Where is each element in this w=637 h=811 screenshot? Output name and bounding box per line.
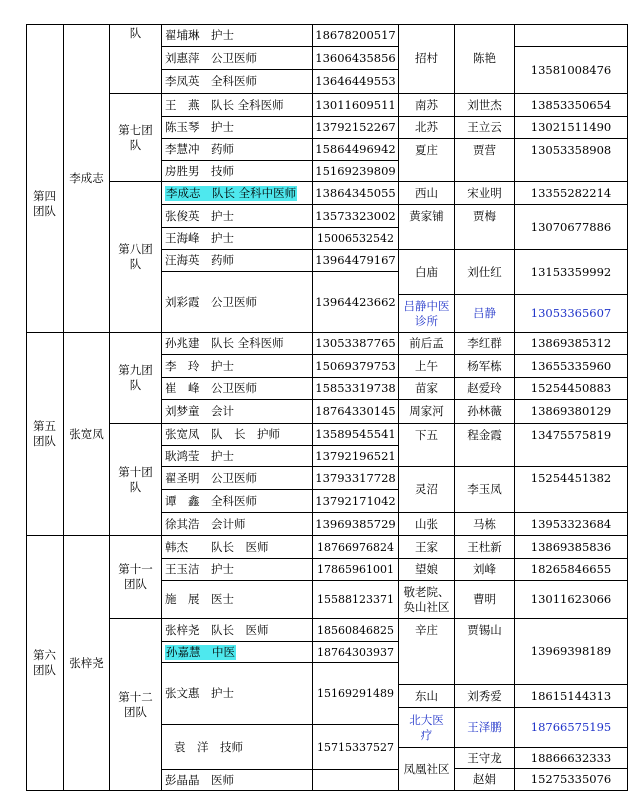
village-cell: 北大医疗 <box>399 708 455 748</box>
doctor-cell: 赵娟 <box>455 769 515 791</box>
village-cell: 东山 <box>399 685 455 708</box>
village-cell: 周家河 <box>399 400 455 424</box>
member-cell: 谭 鑫 全科医师 <box>162 490 313 513</box>
member-cell: 王海峰 护士 <box>162 228 313 250</box>
member-cell: 耿鸿莹 护士 <box>162 446 313 467</box>
phone-cell: 18678200517 <box>313 24 399 47</box>
doctor-cell: 程金霞 <box>455 424 515 467</box>
doctor-cell: 杨军栋 <box>455 355 515 378</box>
leader-cell <box>64 24 110 333</box>
leader-cell <box>64 333 110 536</box>
village-cell: 王家 <box>399 536 455 559</box>
doctor-cell: 王立云 <box>455 117 515 139</box>
phone-cell: 13606435856 <box>313 47 399 70</box>
doctor-cell: 陈艳 <box>455 24 515 94</box>
phone-cell: 15069379753 <box>313 355 399 378</box>
team-label: 第十一团队 <box>118 562 153 591</box>
member-cell: 翟埔琳 护士 <box>162 24 313 47</box>
village-phone-cell: 13869385836 <box>515 536 628 559</box>
group-cell <box>26 536 64 791</box>
village-cell: 辛庄 <box>399 619 455 685</box>
phone-cell: 15588123371 <box>313 581 399 619</box>
member-cell: 彭晶晶 医师 <box>162 770 313 791</box>
member-cell: 刘梦童 会计 <box>162 400 313 424</box>
village-cell: 黄家铺 <box>399 205 455 250</box>
village-phone-cell <box>515 24 628 47</box>
member-cell: 李 玲 护士 <box>162 355 313 378</box>
village-cell: 西山 <box>399 182 455 205</box>
village-cell: 南苏 <box>399 94 455 117</box>
village-phone-cell: 13053365607 <box>515 295 628 333</box>
phone-cell: 13864345055 <box>313 182 399 205</box>
leader-name: 张梓尧 <box>69 655 104 670</box>
village-cell: 山张 <box>399 513 455 536</box>
village-phone-cell: 13869385312 <box>515 333 628 355</box>
member-cell: 王玉洁 护士 <box>162 559 313 581</box>
village-phone-cell: 13011623066 <box>515 581 628 619</box>
phone-cell: 13964423662 <box>313 272 399 333</box>
member-cell: 房胜男 技师 <box>162 161 313 182</box>
group-label: 第四团队 <box>33 189 56 218</box>
phone-cell: 15006532542 <box>313 228 399 250</box>
village-cell: 吕静中医诊所 <box>399 295 455 333</box>
phone-cell: 13964479167 <box>313 250 399 272</box>
team-cell <box>110 333 162 424</box>
group-cell <box>26 184 64 224</box>
highlighted-member: 孙嘉慧 中医 <box>166 644 235 659</box>
phone-cell: 13792196521 <box>313 446 399 467</box>
phone-cell: 13011609511 <box>313 94 399 117</box>
member-cell: 张宽凤 队 长 护师 <box>162 424 313 446</box>
village-cell: 前后孟 <box>399 333 455 355</box>
village-phone-cell: 13021511490 <box>515 117 628 139</box>
phone-cell: 13646449553 <box>313 70 399 94</box>
team-cell <box>110 536 162 619</box>
phone-cell: 13053387765 <box>313 333 399 355</box>
team-label: 第八团队 <box>118 242 153 271</box>
phone-cell: 15715337527 <box>313 725 399 770</box>
phone-cell: 18766976824 <box>313 536 399 559</box>
member-cell: 陈玉琴 护士 <box>162 117 313 139</box>
village-phone-cell: 13869380129 <box>515 400 628 424</box>
team-cell <box>110 24 162 94</box>
village-cell: 白庙 <box>399 250 455 295</box>
member-cell: 徐其浩 会计师 <box>162 513 313 536</box>
leader-cell <box>64 536 110 791</box>
doctor-cell: 刘秀爱 <box>455 685 515 708</box>
phone-cell: 15169239809 <box>313 161 399 182</box>
phone-cell: 15864496942 <box>313 139 399 161</box>
team-cell <box>110 619 162 791</box>
village-phone-cell: 13969398189 <box>515 619 628 685</box>
village-phone-cell: 13953323684 <box>515 513 628 536</box>
leader-name: 张宽凤 <box>69 426 104 441</box>
team-roster-table <box>26 24 628 791</box>
phone-cell: 17865961001 <box>313 559 399 581</box>
doctor-cell: 王泽鹏 <box>455 708 515 748</box>
village-phone-cell: 13070677886 <box>515 205 628 250</box>
member-cell: 孙兆建 队长 全科医师 <box>162 333 313 355</box>
phone-cell: 13589545541 <box>313 424 399 446</box>
team-label: 第七团队 <box>118 122 153 152</box>
doctor-cell: 李玉凤 <box>455 467 515 513</box>
phone-cell: 15853319738 <box>313 378 399 400</box>
village-phone-cell: 18766575195 <box>515 708 628 748</box>
team-label: 第九团队 <box>118 363 153 392</box>
member-cell: 翟圣明 公卫医师 <box>162 467 313 490</box>
member-cell: 汪海英 药师 <box>162 250 313 272</box>
doctor-cell: 王守龙 <box>455 748 515 769</box>
village-cell: 上午 <box>399 355 455 378</box>
doctor-cell: 孙林薇 <box>455 400 515 424</box>
member-cell: 李凤英 全科医师 <box>162 70 313 94</box>
village-phone-cell: 13475575819 <box>515 424 628 467</box>
phone-cell: 13792152267 <box>313 117 399 139</box>
member-cell: 刘彩霞 公卫医师 <box>162 272 313 333</box>
phone-cell: 18764330145 <box>313 400 399 424</box>
team-label: 队 <box>129 26 142 40</box>
group-label: 第六团队 <box>33 648 56 677</box>
village-phone-cell: 13355282214 <box>515 182 628 205</box>
highlighted-member: 李成志 队长 全科中医师 <box>166 185 297 200</box>
village-phone-cell: 15254451382 <box>515 467 628 513</box>
doctor-cell: 刘仕红 <box>455 250 515 295</box>
member-cell: 韩杰 队长 医师 <box>162 536 313 559</box>
team-cell <box>110 424 162 536</box>
village-phone-cell: 13581008476 <box>515 47 628 94</box>
member-cell: 刘惠萍 公卫医师 <box>162 47 313 70</box>
village-cell: 敬老院、奂山社区 <box>399 581 455 619</box>
member-cell: 李慧冲 药师 <box>162 139 313 161</box>
village-phone-cell: 13655335960 <box>515 355 628 378</box>
village-phone-cell: 18615144313 <box>515 685 628 708</box>
doctor-cell: 贾锡山 <box>455 619 515 685</box>
village-phone-cell: 13853350654 <box>515 94 628 117</box>
village-phone-cell: 18265846655 <box>515 559 628 581</box>
phone-cell: 13573323002 <box>313 205 399 228</box>
member-cell: 张梓尧 队长 医师 <box>162 619 313 642</box>
phone-cell: 18560846825 <box>313 619 399 642</box>
group-cell <box>26 333 64 536</box>
team-cell <box>110 94 162 182</box>
phone-cell <box>313 770 399 791</box>
member-cell: 张文惠 护士 <box>162 663 313 725</box>
village-cell: 下五 <box>399 424 455 467</box>
village-phone-cell: 13053358908 <box>515 139 628 182</box>
team-label: 第十二团队 <box>118 689 153 719</box>
doctor-cell: 刘世杰 <box>455 94 515 117</box>
phone-cell: 13969385729 <box>313 513 399 536</box>
village-cell: 凤凰社区 <box>399 748 455 791</box>
village-phone-cell: 13153359992 <box>515 250 628 295</box>
doctor-cell: 曹明 <box>455 581 515 619</box>
village-cell: 北苏 <box>399 117 455 139</box>
member-cell: 袁 洋 技师 <box>162 725 313 770</box>
doctor-cell: 吕静 <box>455 295 515 333</box>
doctor-cell: 马栋 <box>455 513 515 536</box>
phone-cell: 13792171042 <box>313 490 399 513</box>
village-cell: 夏庄 <box>399 139 455 182</box>
village-cell: 灵沼 <box>399 467 455 513</box>
village-phone-cell: 18866632333 <box>515 748 628 769</box>
doctor-cell: 贾梅 <box>455 205 515 250</box>
phone-cell: 13793317728 <box>313 467 399 490</box>
doctor-cell: 贾营 <box>455 139 515 182</box>
phone-cell: 15169291489 <box>313 663 399 725</box>
village-cell: 苗家 <box>399 378 455 400</box>
group-label: 第五团队 <box>33 419 56 448</box>
leader-name: 李成志 <box>69 170 104 185</box>
team-label: 第十团队 <box>118 464 153 494</box>
doctor-cell: 李红群 <box>455 333 515 355</box>
doctor-cell: 赵爱玲 <box>455 378 515 400</box>
member-cell <box>162 642 313 663</box>
member-cell: 王 燕 队长 全科医师 <box>162 94 313 117</box>
group-cell <box>26 24 64 333</box>
village-phone-cell: 15254450883 <box>515 378 628 400</box>
village-cell: 招村 <box>399 24 455 94</box>
doctor-cell: 宋业明 <box>455 182 515 205</box>
phone-cell: 18764303937 <box>313 642 399 663</box>
doctor-cell: 王杜新 <box>455 536 515 559</box>
team-cell <box>110 182 162 333</box>
village-phone-cell: 15275335076 <box>515 769 628 791</box>
member-cell: 崔 峰 公卫医师 <box>162 378 313 400</box>
member-cell: 张俊英 护士 <box>162 205 313 228</box>
member-cell: 施 展 医士 <box>162 581 313 619</box>
doctor-cell: 刘峰 <box>455 559 515 581</box>
village-cell: 望娘 <box>399 559 455 581</box>
member-cell <box>162 182 313 205</box>
